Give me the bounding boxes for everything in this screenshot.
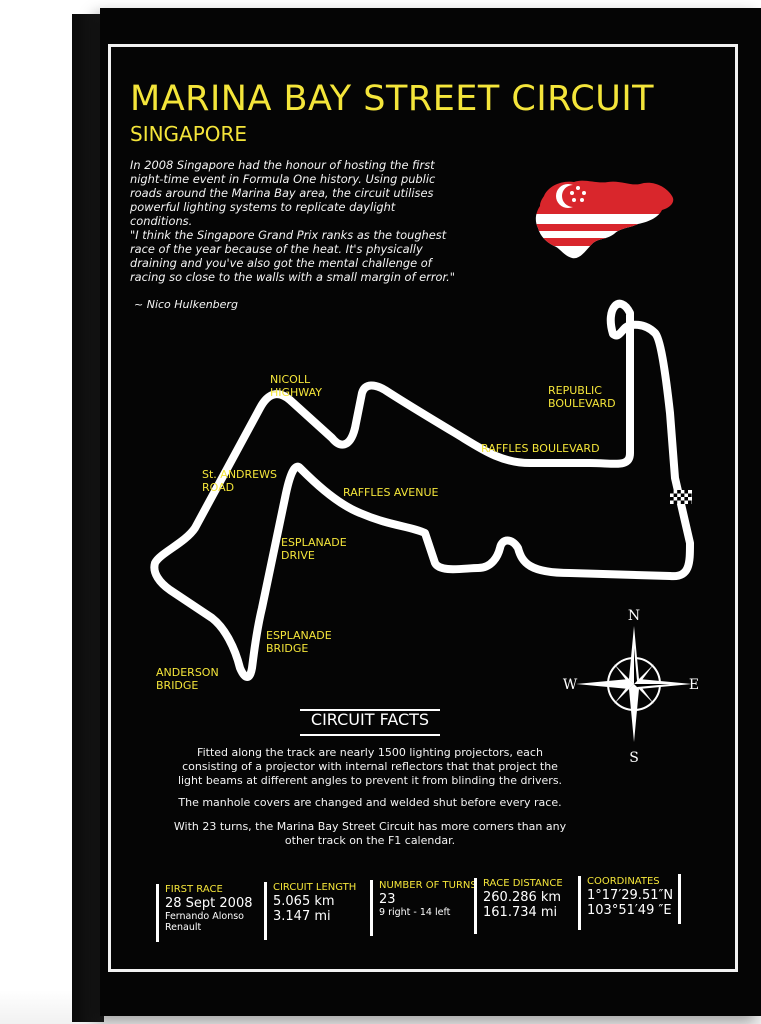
fact-turns: With 23 turns, the Marina Bay Street Circuit has more corners than any other track on the F1 calendar. xyxy=(173,820,567,847)
label-raffles-boulevard: RAFFLES BOULEVARD xyxy=(481,442,600,455)
poster-title: MARINA BAY STREET CIRCUIT xyxy=(130,79,655,119)
stat-race-distance: RACE DISTANCE 260.286 km 161.734 mi xyxy=(474,878,563,934)
compass-rose-icon xyxy=(562,608,700,768)
stat-number-of-turns: NUMBER OF TURNS 23 9 right - 14 left xyxy=(370,880,477,936)
quote-text: "I think the Singapore Grand Prix ranks as the toughest race of the year because of the heat. It's physically draining and you've also got the mental challenge of racing so close to the walls with a small margin of error." xyxy=(130,228,455,284)
fact-lighting: Fitted along the track are nearly 1500 lighting projectors, each consisting of a projector with internal reflectors that that project the light beams at different angles to prevent it from blinding the drivers. xyxy=(177,746,563,787)
label-raffles-avenue: RAFFLES AVENUE xyxy=(343,486,439,499)
label-nicoll-highway: NICOLL HIGHWAY xyxy=(270,373,322,399)
label-st-andrews-road: St. ANDREWS ROAD xyxy=(202,468,277,494)
label-anderson-bridge: ANDERSON BRIDGE xyxy=(156,666,219,692)
stats-bar xyxy=(156,876,686,946)
stat-circuit-length: CIRCUIT LENGTH 5.065 km 3.147 mi xyxy=(264,882,356,940)
label-republic-boulevard: REPUBLIC BOULEVARD xyxy=(548,384,616,410)
intro-text: In 2008 Singapore had the honour of hosting the first night-time event in Formula One history. Using public roads around the Marina Bay area, the circuit utilises powerful lighting systems to replicate daylight conditions. xyxy=(130,158,436,228)
facts-rule-bottom xyxy=(300,734,440,736)
circuit-track-map xyxy=(100,8,761,1016)
stat-coordinates: COORDINATES 1°17′29.51″N 103°51′49 ″E xyxy=(578,876,673,930)
compass-n: N xyxy=(627,608,641,624)
poster-canvas xyxy=(100,8,761,1016)
stat-first-race: FIRST RACE 28 Sept 2008 Fernando Alonso Renault xyxy=(156,884,253,942)
compass-s: S xyxy=(629,750,639,766)
stats-end-bar xyxy=(678,874,681,924)
compass-w: W xyxy=(562,677,578,693)
poster-subtitle: SINGAPORE xyxy=(130,122,248,146)
fact-manhole: The manhole covers are changed and welded shut before every race. xyxy=(178,796,562,809)
compass-e: E xyxy=(688,677,700,693)
facts-title: CIRCUIT FACTS xyxy=(310,710,430,729)
label-esplanade-bridge: ESPLANADE BRIDGE xyxy=(266,629,332,655)
label-esplanade-drive: ESPLANADE DRIVE xyxy=(281,536,347,562)
quote-author: ~ Nico Hulkenberg xyxy=(134,298,238,311)
